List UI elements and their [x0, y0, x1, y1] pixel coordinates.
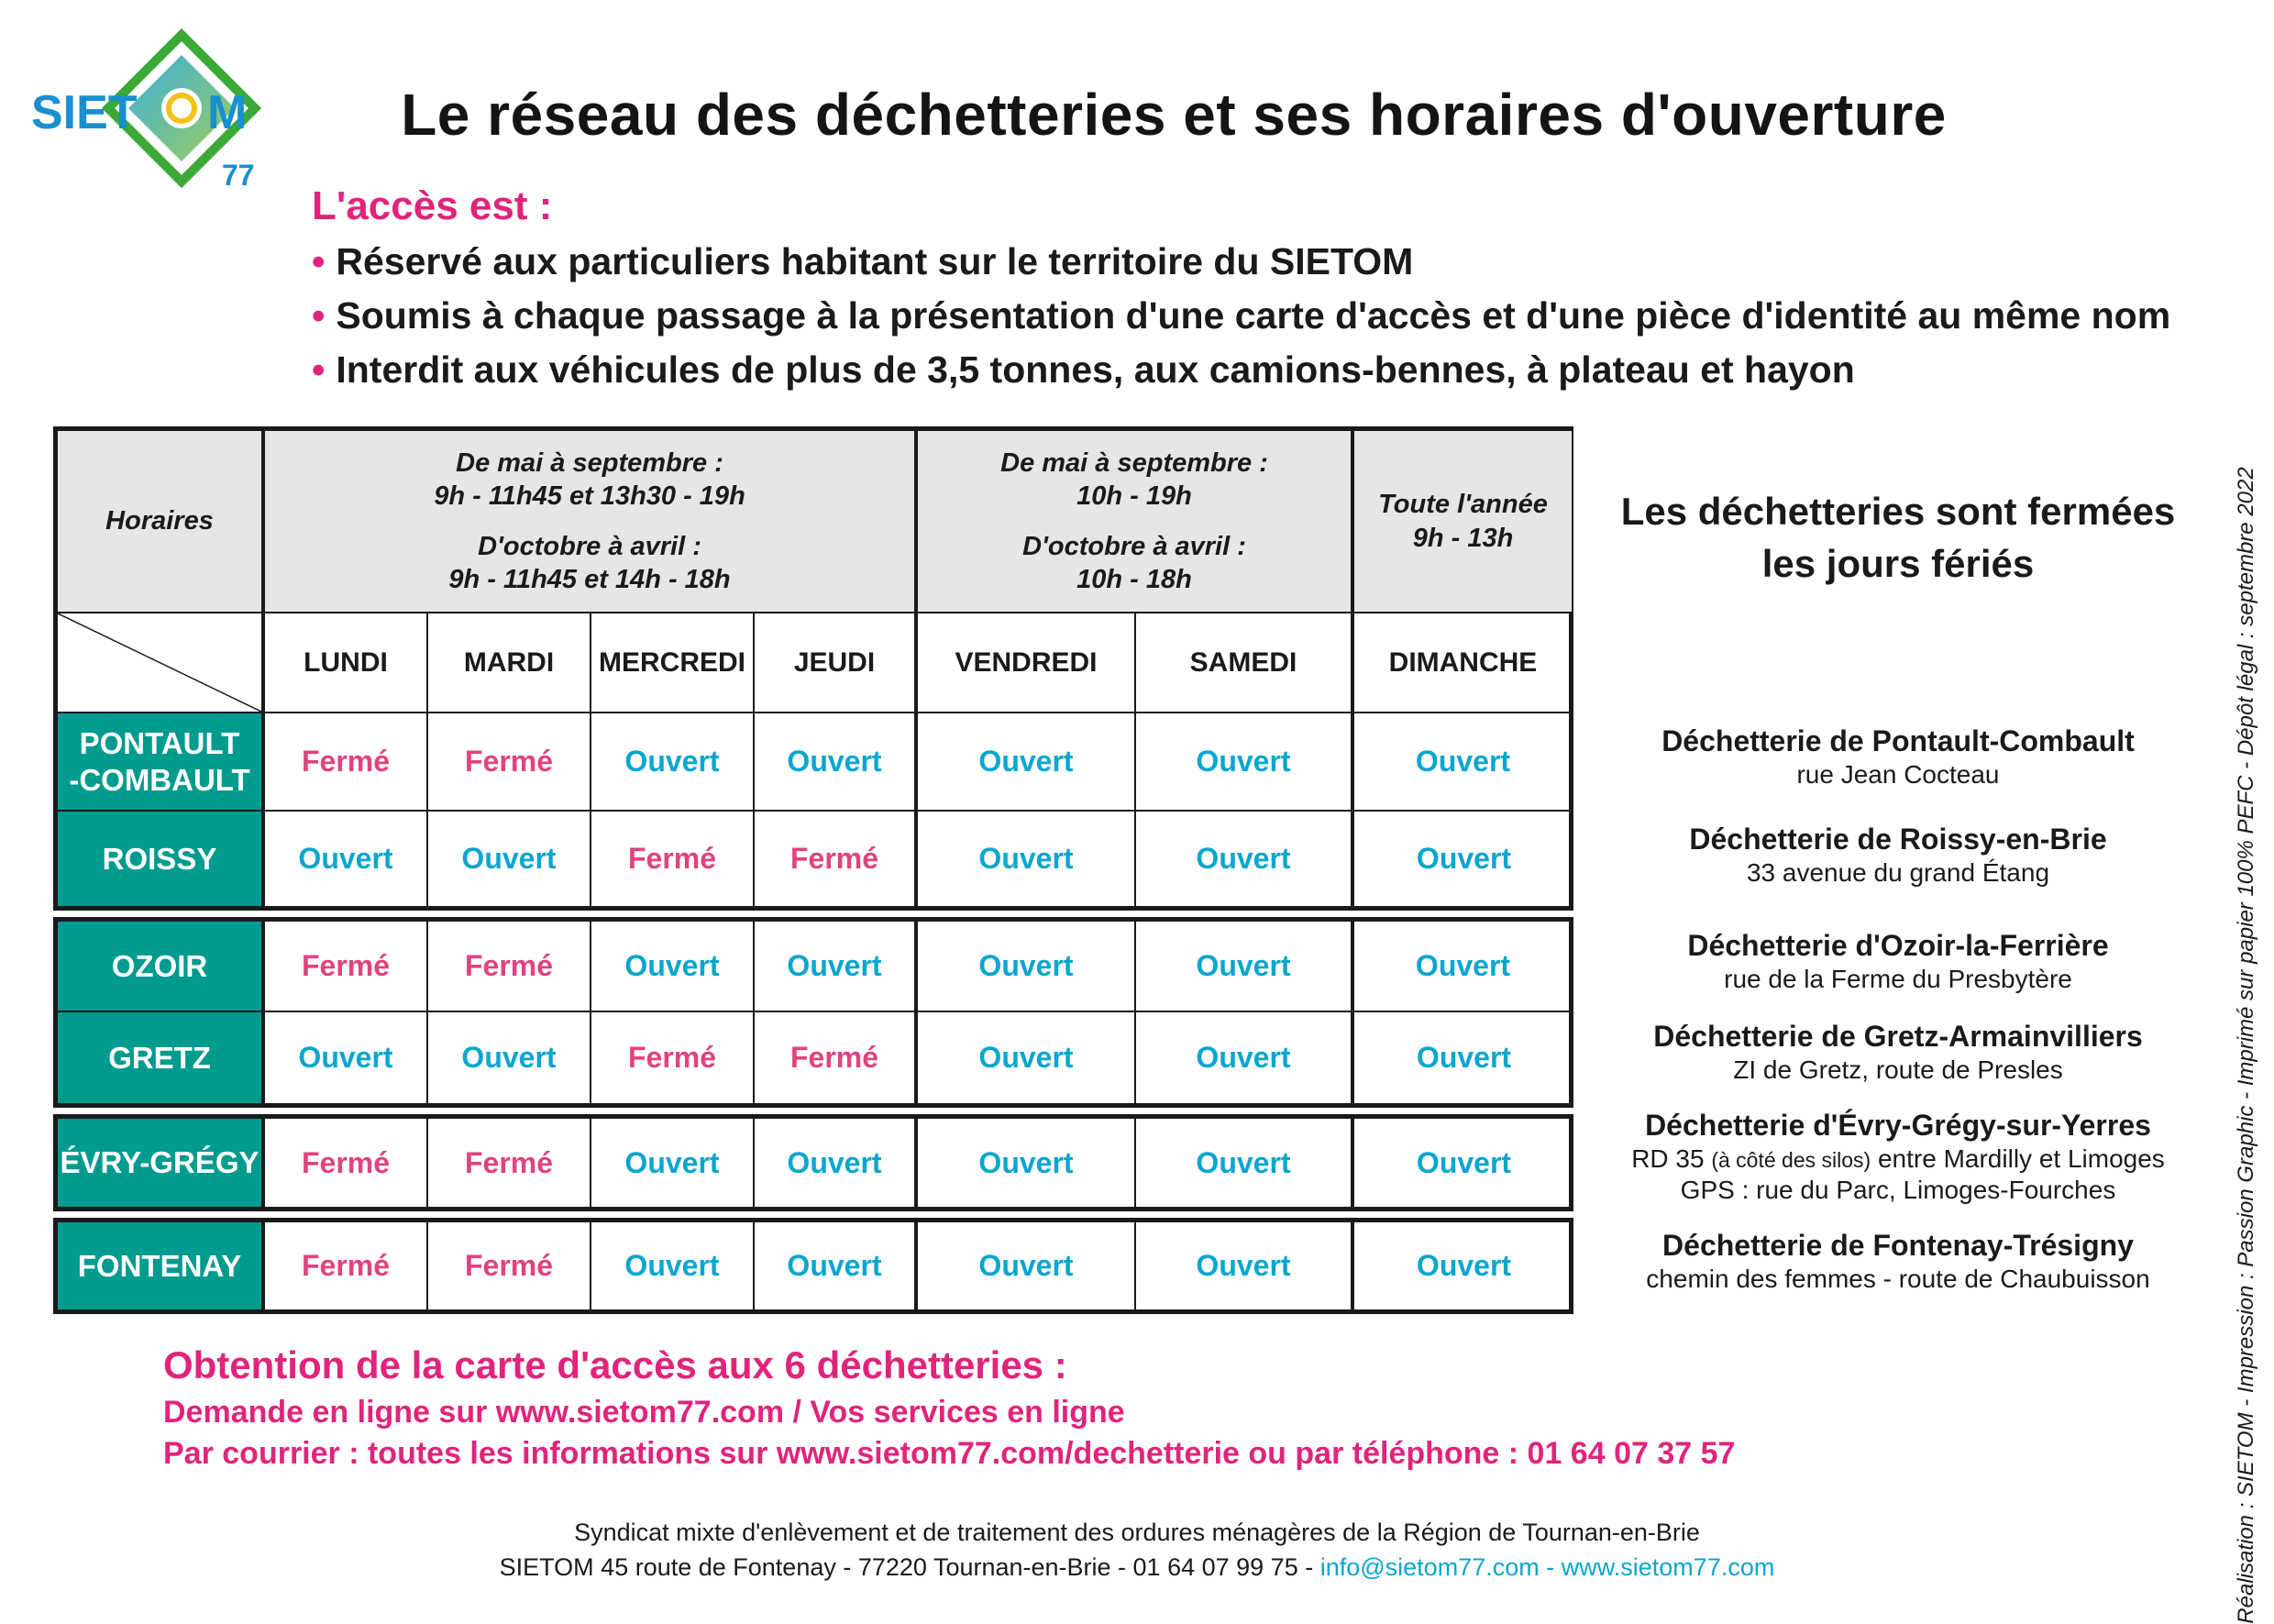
- address-name: Déchetterie de Roissy-en-Brie: [1689, 823, 2107, 856]
- status-cell: Fermé: [428, 922, 591, 1012]
- status-cell: Ouvert: [265, 1012, 428, 1103]
- status-cell: Fermé: [591, 812, 755, 906]
- status-cell: Fermé: [428, 1119, 591, 1207]
- address-name: Déchetterie de Gretz-Armainvilliers: [1653, 1020, 2143, 1053]
- access-rule-text: Soumis à chaque passage à la présentation d'une carte d'accès et d'une pièce d'identité au même nom: [336, 294, 2171, 337]
- status-cell: Ouvert: [918, 922, 1136, 1012]
- hours-line: De mai à septembre :: [456, 448, 723, 478]
- status-cell: Ouvert: [755, 1119, 918, 1207]
- holiday-closure-notice: [1586, 486, 2210, 590]
- day-saturday: SAMEDI: [1136, 613, 1354, 713]
- schedule-table-block-4: [53, 1218, 1573, 1314]
- status-cell: Ouvert: [1354, 922, 1573, 1012]
- access-rule: [312, 240, 2146, 283]
- hours-group-1: [265, 431, 918, 613]
- hours-line: D'octobre à avril :: [1022, 531, 1246, 561]
- access-rule-text: Interdit aux véhicules de plus de 3,5 tonnes, aux camions-bennes, à plateau et hayon: [336, 348, 1855, 391]
- page-title: Le réseau des déchetteries et ses horaires d'ouverture: [401, 82, 1947, 148]
- logo-text-left: SIET: [31, 86, 138, 139]
- status-cell: Ouvert: [1416, 1041, 1512, 1074]
- sietom-logo-graphic: [28, 28, 275, 193]
- diagonal-corner: [58, 613, 265, 713]
- hours-line: 9h - 11h45 et 13h30 - 19h: [434, 481, 745, 512]
- holiday-closure-line: Les déchetteries sont fermées: [1620, 490, 2176, 533]
- site-fontenay: FONTENAY: [58, 1222, 265, 1309]
- schedule-table-block-3: [53, 1114, 1573, 1211]
- address-ozoir: [1577, 929, 2219, 994]
- status-cell: Ouvert: [755, 713, 918, 812]
- status-cell: Ouvert: [265, 812, 428, 906]
- site-pontault-combault: PONTAULT -COMBAULT: [58, 713, 265, 812]
- hours-line: 9h - 11h45 et 14h - 18h: [448, 564, 731, 594]
- address-pontault: [1577, 724, 2219, 790]
- address-roissy: [1577, 823, 2219, 888]
- address-part: entre Mardilly et Limoges: [1877, 1144, 2165, 1173]
- day-wednesday: MERCREDI: [591, 613, 755, 713]
- access-rule: [312, 348, 2146, 392]
- status-cell: Ouvert: [1136, 1119, 1354, 1207]
- access-card-heading: Obtention de la carte d'accès aux 6 déchetteries :: [163, 1343, 1067, 1386]
- access-card-info: [163, 1343, 2089, 1477]
- status-cell: Ouvert: [918, 812, 1136, 906]
- hours-line: D'octobre à avril :: [478, 531, 701, 561]
- footer-contact: [275, 1551, 1999, 1585]
- footer-address: SIETOM 45 route de Fontenay - 77220 Tournan-en-Brie - 01 64 07 99 75 -: [499, 1552, 1314, 1581]
- address-text: [1577, 1144, 2219, 1174]
- print-credits: [2228, 467, 2265, 1624]
- access-card-mail-phone: Par courrier : toutes les informations sur www.sietom77.com/dechetterie ou par téléphone : 01 64 07 37 57: [163, 1436, 1736, 1471]
- address-part: RD 35: [1631, 1144, 1705, 1173]
- status-cell: Fermé: [265, 713, 428, 812]
- status-cell: Ouvert: [1136, 812, 1354, 906]
- hours-line: 10h - 18h: [1076, 564, 1192, 594]
- address-name: Déchetterie de Fontenay-Trésigny: [1662, 1229, 2134, 1262]
- address-gps: GPS : rue du Parc, Limoges-Fourches: [1680, 1176, 2116, 1204]
- address-text: rue Jean Cocteau: [1796, 760, 2000, 789]
- status-cell: Ouvert: [591, 713, 755, 812]
- status-cell: Fermé: [755, 812, 918, 906]
- status-cell: Ouvert: [1416, 842, 1512, 875]
- status-cell: Fermé: [591, 1012, 755, 1103]
- access-rules: [312, 183, 2171, 403]
- hours-line: Toute l'année: [1378, 490, 1548, 520]
- day-monday: LUNDI: [265, 613, 428, 713]
- day-friday: VENDREDI: [918, 613, 1136, 713]
- status-cell: Ouvert: [755, 1222, 918, 1309]
- status-cell: Fermé: [428, 1222, 591, 1309]
- bullet: •: [312, 294, 326, 337]
- status-cell: Ouvert: [1136, 713, 1354, 812]
- day-sunday: DIMANCHE: [1354, 613, 1573, 713]
- status-cell: Fermé: [755, 1012, 918, 1103]
- address-fontenay: [1577, 1229, 2219, 1294]
- status-cell: Fermé: [428, 713, 591, 812]
- status-cell: Ouvert: [1136, 1222, 1354, 1309]
- schedule-table-block-1: [53, 426, 1573, 911]
- status-cell: Ouvert: [1136, 1012, 1354, 1103]
- access-rule-text: Réservé aux particuliers habitant sur le territoire du SIETOM: [336, 240, 1414, 282]
- status-cell: Ouvert: [591, 1222, 755, 1309]
- day-tuesday: MARDI: [428, 613, 591, 713]
- status-cell: Ouvert: [1416, 1145, 1512, 1179]
- address-note: (à côté des silos): [1711, 1148, 1871, 1172]
- status-cell: Ouvert: [428, 812, 591, 906]
- address-name: Déchetterie de Pontault-Combault: [1661, 724, 2135, 757]
- site-roissy: ROISSY: [58, 812, 265, 906]
- bullet: •: [312, 348, 326, 391]
- holiday-closure-line: les jours fériés: [1761, 541, 2035, 585]
- status-cell: Ouvert: [1136, 922, 1354, 1012]
- address-name: Déchetterie d'Ozoir-la-Ferrière: [1687, 929, 2109, 962]
- footer-org-name: Syndicat mixte d'enlèvement et de traitement des ordures ménagères de la Région de Tournan-en-Brie: [574, 1519, 1700, 1546]
- address-text: rue de la Ferme du Presbytère: [1724, 965, 2072, 993]
- hours-line: 10h - 19h: [1076, 481, 1192, 512]
- status-cell: Ouvert: [755, 922, 918, 1012]
- hours-line: De mai à septembre :: [1000, 448, 1268, 478]
- status-cell: Fermé: [265, 1119, 428, 1207]
- logo-number: 77: [222, 159, 255, 192]
- hours-line: 9h - 13h: [1412, 523, 1514, 553]
- status-cell: Ouvert: [591, 1119, 755, 1207]
- address-gretz: [1577, 1020, 2219, 1085]
- print-credits-text: Réalisation : SIETOM - Impression : Passion Graphic - Imprimé sur papier 100% PEFC - Dépôt légal : septembre 2022: [2234, 467, 2258, 1624]
- horaires-header: [58, 431, 265, 613]
- hours-group-2: [918, 431, 1354, 613]
- status-cell: Ouvert: [918, 1119, 1136, 1207]
- footer-email-link[interactable]: info@sietom77.com: [1319, 1552, 1540, 1581]
- site-ozoir: OZOIR: [58, 922, 265, 1012]
- day-thursday: JEUDI: [755, 613, 918, 713]
- status-cell: Ouvert: [428, 1012, 591, 1103]
- site-gretz: GRETZ: [58, 1012, 265, 1103]
- horaires-label: Horaires: [105, 506, 214, 536]
- address-text: ZI de Gretz, route de Presles: [1733, 1055, 2063, 1084]
- status-cell: Fermé: [265, 922, 428, 1012]
- footer: [275, 1516, 1999, 1585]
- address-text: 33 avenue du grand Étang: [1746, 858, 2050, 887]
- address-name: Déchetterie d'Évry-Grégy-sur-Yerres: [1645, 1109, 2151, 1142]
- address-evry: [1577, 1109, 2219, 1205]
- status-cell: Ouvert: [591, 922, 755, 1012]
- hours-group-3: [1354, 431, 1573, 613]
- status-cell: Ouvert: [918, 1012, 1136, 1103]
- access-card-online: Demande en ligne sur www.sietom77.com / Vos services en ligne: [163, 1395, 1125, 1430]
- status-cell: Ouvert: [1416, 1249, 1512, 1282]
- sietom-logo: [28, 28, 275, 193]
- site-evry-gregy: ÉVRY-GRÉGY: [58, 1119, 265, 1207]
- status-cell: Ouvert: [918, 1222, 1136, 1309]
- diagonal-line: [58, 613, 261, 712]
- bullet: •: [312, 240, 326, 282]
- access-heading: L'accès est :: [312, 183, 553, 228]
- status-cell: Ouvert: [1354, 713, 1573, 812]
- logo-text-right: M: [207, 86, 248, 139]
- status-cell: Ouvert: [918, 713, 1136, 812]
- footer-separator: -: [1546, 1552, 1555, 1581]
- address-text: chemin des femmes - route de Chaubuisson: [1646, 1265, 2150, 1293]
- access-rule: [312, 294, 2171, 337]
- footer-website-link[interactable]: www.sietom77.com: [1561, 1552, 1775, 1581]
- status-cell: Fermé: [265, 1222, 428, 1309]
- schedule-table-block-2: [53, 917, 1573, 1108]
